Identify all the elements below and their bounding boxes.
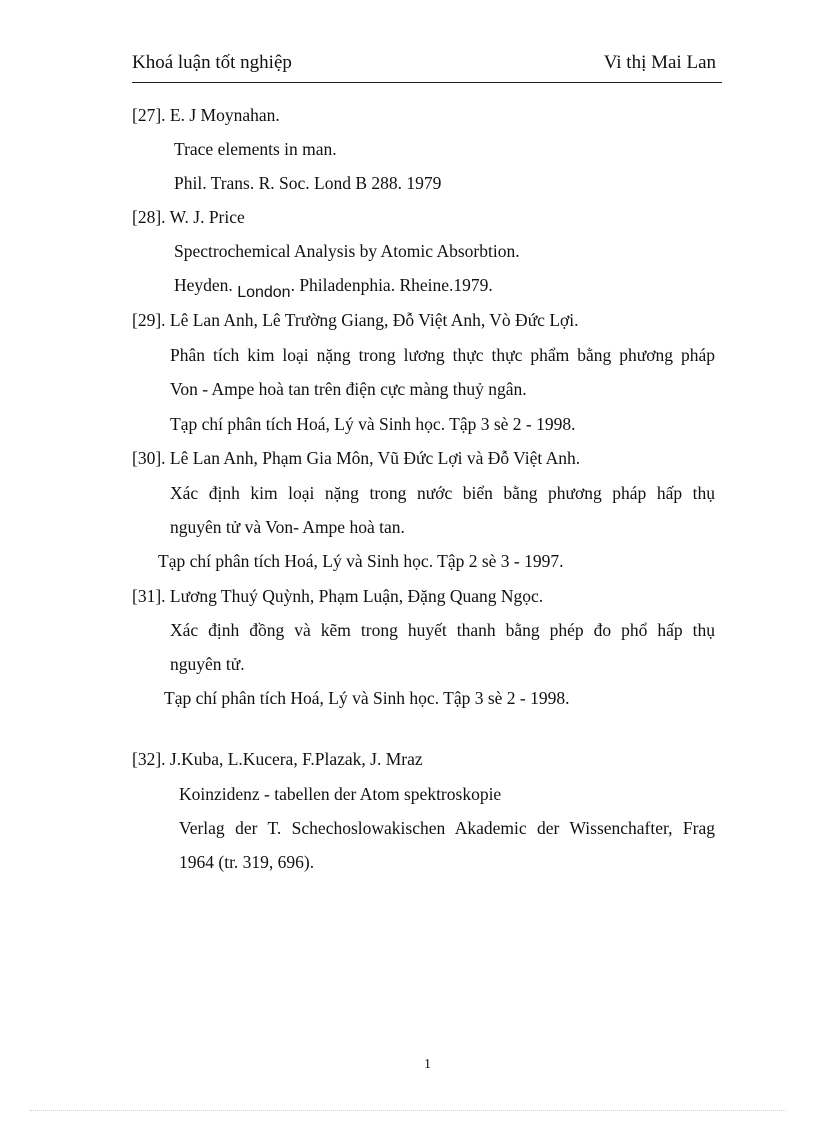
header-author: Vi thị Mai Lan bbox=[603, 52, 716, 73]
ref-28-author: W. J. Price bbox=[169, 207, 245, 227]
ref-30-line-2: nguyên tử và Von- Ampe hoà tan. bbox=[170, 517, 405, 537]
ref-27-author: E. J Moynahan. bbox=[169, 105, 280, 125]
ref-27-line-1: Trace elements in man. bbox=[174, 139, 337, 159]
ref-28-publisher: Heyden. bbox=[174, 275, 238, 295]
ref-32-line-1: Koinzidenz - tabellen der Atom spektroskopie bbox=[179, 784, 502, 804]
ref-28-line-2 bbox=[174, 274, 493, 301]
ref-29-line-1: Phân tích kim loại nặng trong lương thực thực phẩm bằng phương pháp bbox=[170, 345, 715, 365]
ref-29-line-2: Von - Ampe hoà tan trên điện cực màng thuỷ ngân. bbox=[170, 379, 527, 399]
ref-31-line-3: Tạp chí phân tích Hoá, Lý và Sinh học. Tập 3 sè 2 - 1998. bbox=[164, 688, 570, 708]
ref-30-number: [30]. bbox=[132, 448, 166, 468]
header-title: Khoá luận tốt nghiệp bbox=[132, 52, 292, 73]
ref-30-line-3: Tạp chí phân tích Hoá, Lý và Sinh học. Tập 2 sè 3 - 1997. bbox=[158, 551, 564, 571]
page-header bbox=[132, 52, 722, 83]
ref-32-heading bbox=[132, 748, 423, 770]
ref-28-city: London bbox=[237, 284, 291, 301]
ref-32-author: J.Kuba, L.Kucera, F.Plazak, J. Mraz bbox=[169, 749, 423, 769]
ref-31-line-1: Xác định đồng và kẽm trong huyết thanh bằng phép đo phổ hấp thụ bbox=[170, 620, 715, 640]
ref-28-line-1: Spectrochemical Analysis by Atomic Absorbtion. bbox=[174, 241, 520, 261]
ref-32-number: [32]. bbox=[132, 749, 166, 769]
ref-31-number: [31]. bbox=[132, 586, 166, 606]
ref-29-number: [29]. bbox=[132, 310, 166, 330]
ref-28-rest: . Philadenphia. Rheine.1979. bbox=[290, 275, 493, 295]
ref-27-number: [27]. bbox=[132, 105, 166, 125]
ref-31-heading bbox=[132, 585, 543, 607]
ref-31-author: Lương Thuý Quỳnh, Phạm Luận, Đặng Quang Ngọc. bbox=[169, 586, 544, 606]
ref-32-line-3: 1964 (tr. 319, 696). bbox=[179, 852, 315, 872]
ref-30-heading bbox=[132, 447, 580, 469]
ref-32-line-2: Verlag der T. Schechoslowakischen Akademic der Wissenchafter, Frag bbox=[179, 818, 715, 838]
ref-29-heading bbox=[132, 309, 579, 331]
ref-30-line-1: Xác định kim loại nặng trong nước biển bằng phương pháp hấp thụ bbox=[170, 483, 715, 503]
ref-31-line-2: nguyên tử. bbox=[170, 654, 245, 674]
ref-28-number: [28]. bbox=[132, 207, 166, 227]
ref-29-line-3: Tạp chí phân tích Hoá, Lý và Sinh học. Tập 3 sè 2 - 1998. bbox=[170, 414, 576, 434]
page-number: 1 bbox=[424, 1057, 431, 1072]
ref-30-author: Lê Lan Anh, Phạm Gia Môn, Vũ Đức Lợi và Đỗ Việt Anh. bbox=[169, 448, 581, 468]
ref-28-heading bbox=[132, 206, 245, 228]
ref-29-author: Lê Lan Anh, Lê Trường Giang, Đỗ Việt Anh, Vò Đức Lợi. bbox=[169, 310, 579, 330]
ref-27-heading bbox=[132, 104, 280, 126]
ref-27-line-2: Phil. Trans. R. Soc. Lond B 288. 1979 bbox=[174, 173, 442, 193]
page-bottom-divider bbox=[30, 1110, 786, 1111]
